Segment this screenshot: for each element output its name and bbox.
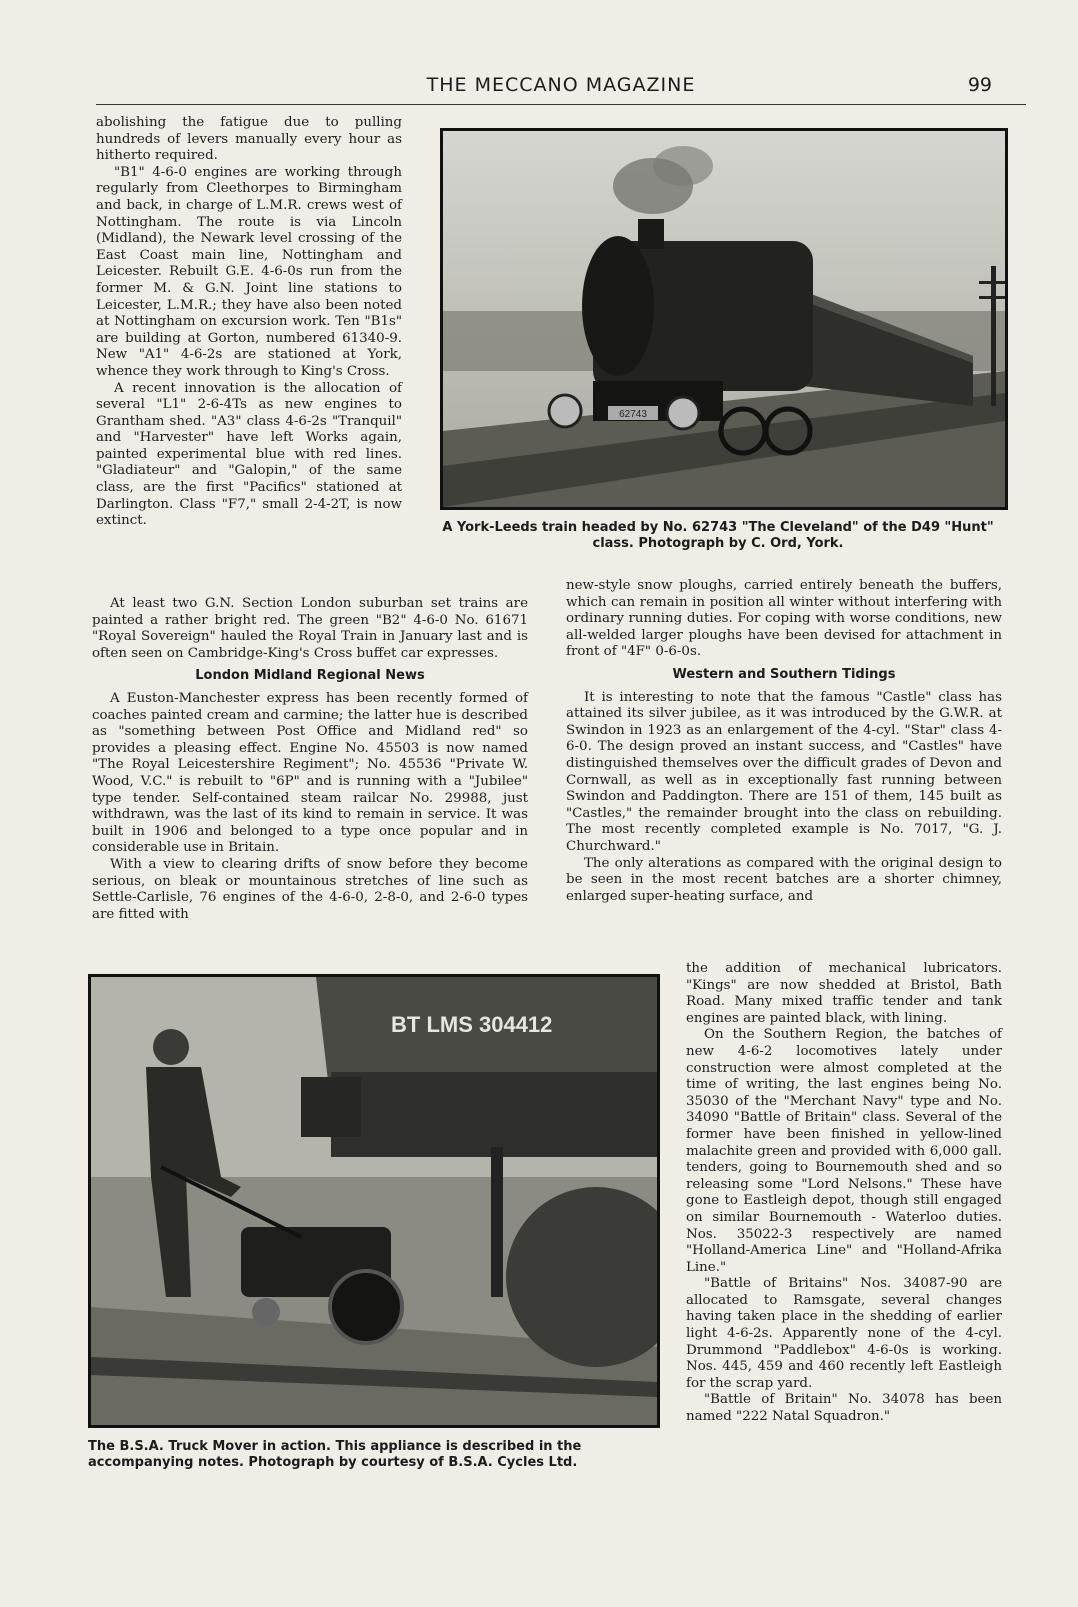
- paragraph: With a view to clearing drifts of snow before they become serious, on bleak or mountainous stretches of line such as Settle-Carlisle, 76 engines of the 4-6-0, 2-8-0, and 2-6-0 types are fitted with: [92, 856, 528, 922]
- page-number: 99: [967, 74, 992, 96]
- paragraph: "Battle of Britains" Nos. 34087-90 are allocated to Ramsgate, several changes having taken place in the shedding of earlier light 4-6-2s. Apparently none of the 4-cyl. Drummond "Paddlebox" 4-6-0s is working. Nos. 445, 459 and 460 recently left Eastleigh for the scrap yard.: [686, 1276, 1002, 1391]
- truck-mover-photo: [88, 974, 660, 1428]
- paragraph: A Euston-Manchester express has been recently formed of coaches painted cream and carmine; the latter hue is described as "something between Post Office and Midland red" so provides a pleasing effect. Engine No. 45503 is now named "The Royal Leicestershire Regiment"; No. 45536 "Private W. Wood, V.C." is rebuilt to "6P" and is running with a "Jubilee" type tender. Self-contained steam railcar No. 29988, just withdrawn, was the last of its kind to remain in service. It was built in 1906 and belonged to a type once popular and in considerable use in Britain.: [92, 690, 528, 856]
- truck-mover-photo-caption: The B.S.A. Truck Mover in action. This appliance is described in the accompanying notes. Photograph by courtesy of B.S.A. Cycles Ltd.: [88, 1439, 582, 1470]
- section-heading: London Midland Regional News: [195, 668, 425, 684]
- column-right-lower: [686, 961, 1002, 1426]
- paragraph: On the Southern Region, the batches of new 4-6-2 locomotives lately under construction were almost completed at the time of writing, the last engines being No. 35030 of the "Merchant Navy" type and No. 34090 "Battle of Britain" class. Several of the former have been finished in yellow-lined malachite green and provided with 6,000 gall. tenders, going to Bournemouth shed and so releasing some "Lord Nelsons." These have gone to Eastleigh depot, though still engaged on similar Bournemouth - Waterloo duties. Nos. 35022-3 respectively are named "Holland-America Line" and "Holland-Afrika Line.": [686, 1027, 1002, 1275]
- svg-text:62743: 62743: [619, 409, 647, 420]
- column-left-upper: [96, 115, 402, 530]
- paragraph: "B1" 4-6-0 engines are working through regularly from Cleethorpes to Birmingham and back, in charge of L.M.R. crews west of Nottingham. The route is via Lincoln (Midland), the Newark level crossing of the East Coast main line, Nottingham and Leicester. Rebuilt G.E. 4-6-0s run from the former M. & G.N. Joint line stations to Leicester, L.M.R.; they have also been noted at Nottingham on excursion work. Ten "B1s" are building at Gorton, numbered 61340-9. New "A1" 4-6-2s are stationed at York, whence they work through to King's Cross.: [96, 164, 402, 379]
- paragraph: It is interesting to note that the famous "Castle" class has attained its silver jubilee, as it was introduced by the G.W.R. at Swindon in 1923 as an enlargement of the 4-cyl. "Star" class 4-6-0. The design proved an instant success, and "Castles" have distinguished themselves over the difficult grades of Devon and Cornwall, as well as in exceptionally fast running between Swindon and Paddington. There are 151 of them, 145 built as "Castles," the remainder brought into the class on rebuilding. The most recently completed example is No. 7017, "G. J. Churchward.": [566, 689, 1002, 854]
- column-right-middle: [566, 578, 1002, 905]
- locomotive-photo-caption: A York-Leeds train headed by No. 62743 "The Cleveland" of the D49 "Hunt" class. Photograph by C. Ord, York.: [442, 520, 994, 551]
- section-heading: Western and Southern Tidings: [672, 666, 896, 682]
- paragraph: "Battle of Britain" No. 34078 has been named "222 Natal Squadron.": [686, 1392, 1002, 1425]
- paragraph: abolishing the fatigue due to pulling hundreds of levers manually every hour as hitherto required.: [96, 115, 402, 164]
- paragraph: At least two G.N. Section London suburban set trains are painted a rather bright red. The green "B2" 4-6-0 No. 61671 "Royal Sovereign" hauled the Royal Train in January last and is often seen on Cambridge-King's Cross buffet car expresses.: [92, 596, 528, 661]
- paragraph: new-style snow ploughs, carried entirely beneath the buffers, which can remain in position all winter without interfering with ordinary running duties. For coping with worse conditions, new all-welded larger ploughs have been devised for attachment in front of "4F" 0-6-0s.: [566, 578, 1002, 660]
- page-header: [96, 70, 1026, 105]
- paragraph: A recent innovation is the allocation of several "L1" 2-6-4Ts as new engines to Grantham shed. "A3" class 4-6-2s "Tranquil" and "Harvester" have left Works again, painted experimental blue with red lines. "Gladiateur" and "Galopin," of the same class, are the first "Pacifics" stationed at Darlington. Class "F7," small 2-4-2T, is now extinct.: [96, 380, 402, 529]
- locomotive-photo: [440, 128, 1008, 510]
- paragraph: The only alterations as compared with the original design to be seen in the most recent batches are a shorter chimney, enlarged super-heating surface, and: [566, 855, 1002, 904]
- truck-mover-illustration: [91, 977, 657, 1425]
- column-left-lower: [92, 596, 528, 923]
- magazine-title: THE MECCANO MAGAZINE: [426, 74, 696, 96]
- locomotive-illustration: [443, 131, 1005, 507]
- wagon-marking: BT LMS 304412: [391, 1012, 553, 1037]
- paragraph: the addition of mechanical lubricators. "Kings" are now shedded at Bristol, Bath Road. Many mixed traffic tender and tank engines are painted black, with lining.: [686, 961, 1002, 1026]
